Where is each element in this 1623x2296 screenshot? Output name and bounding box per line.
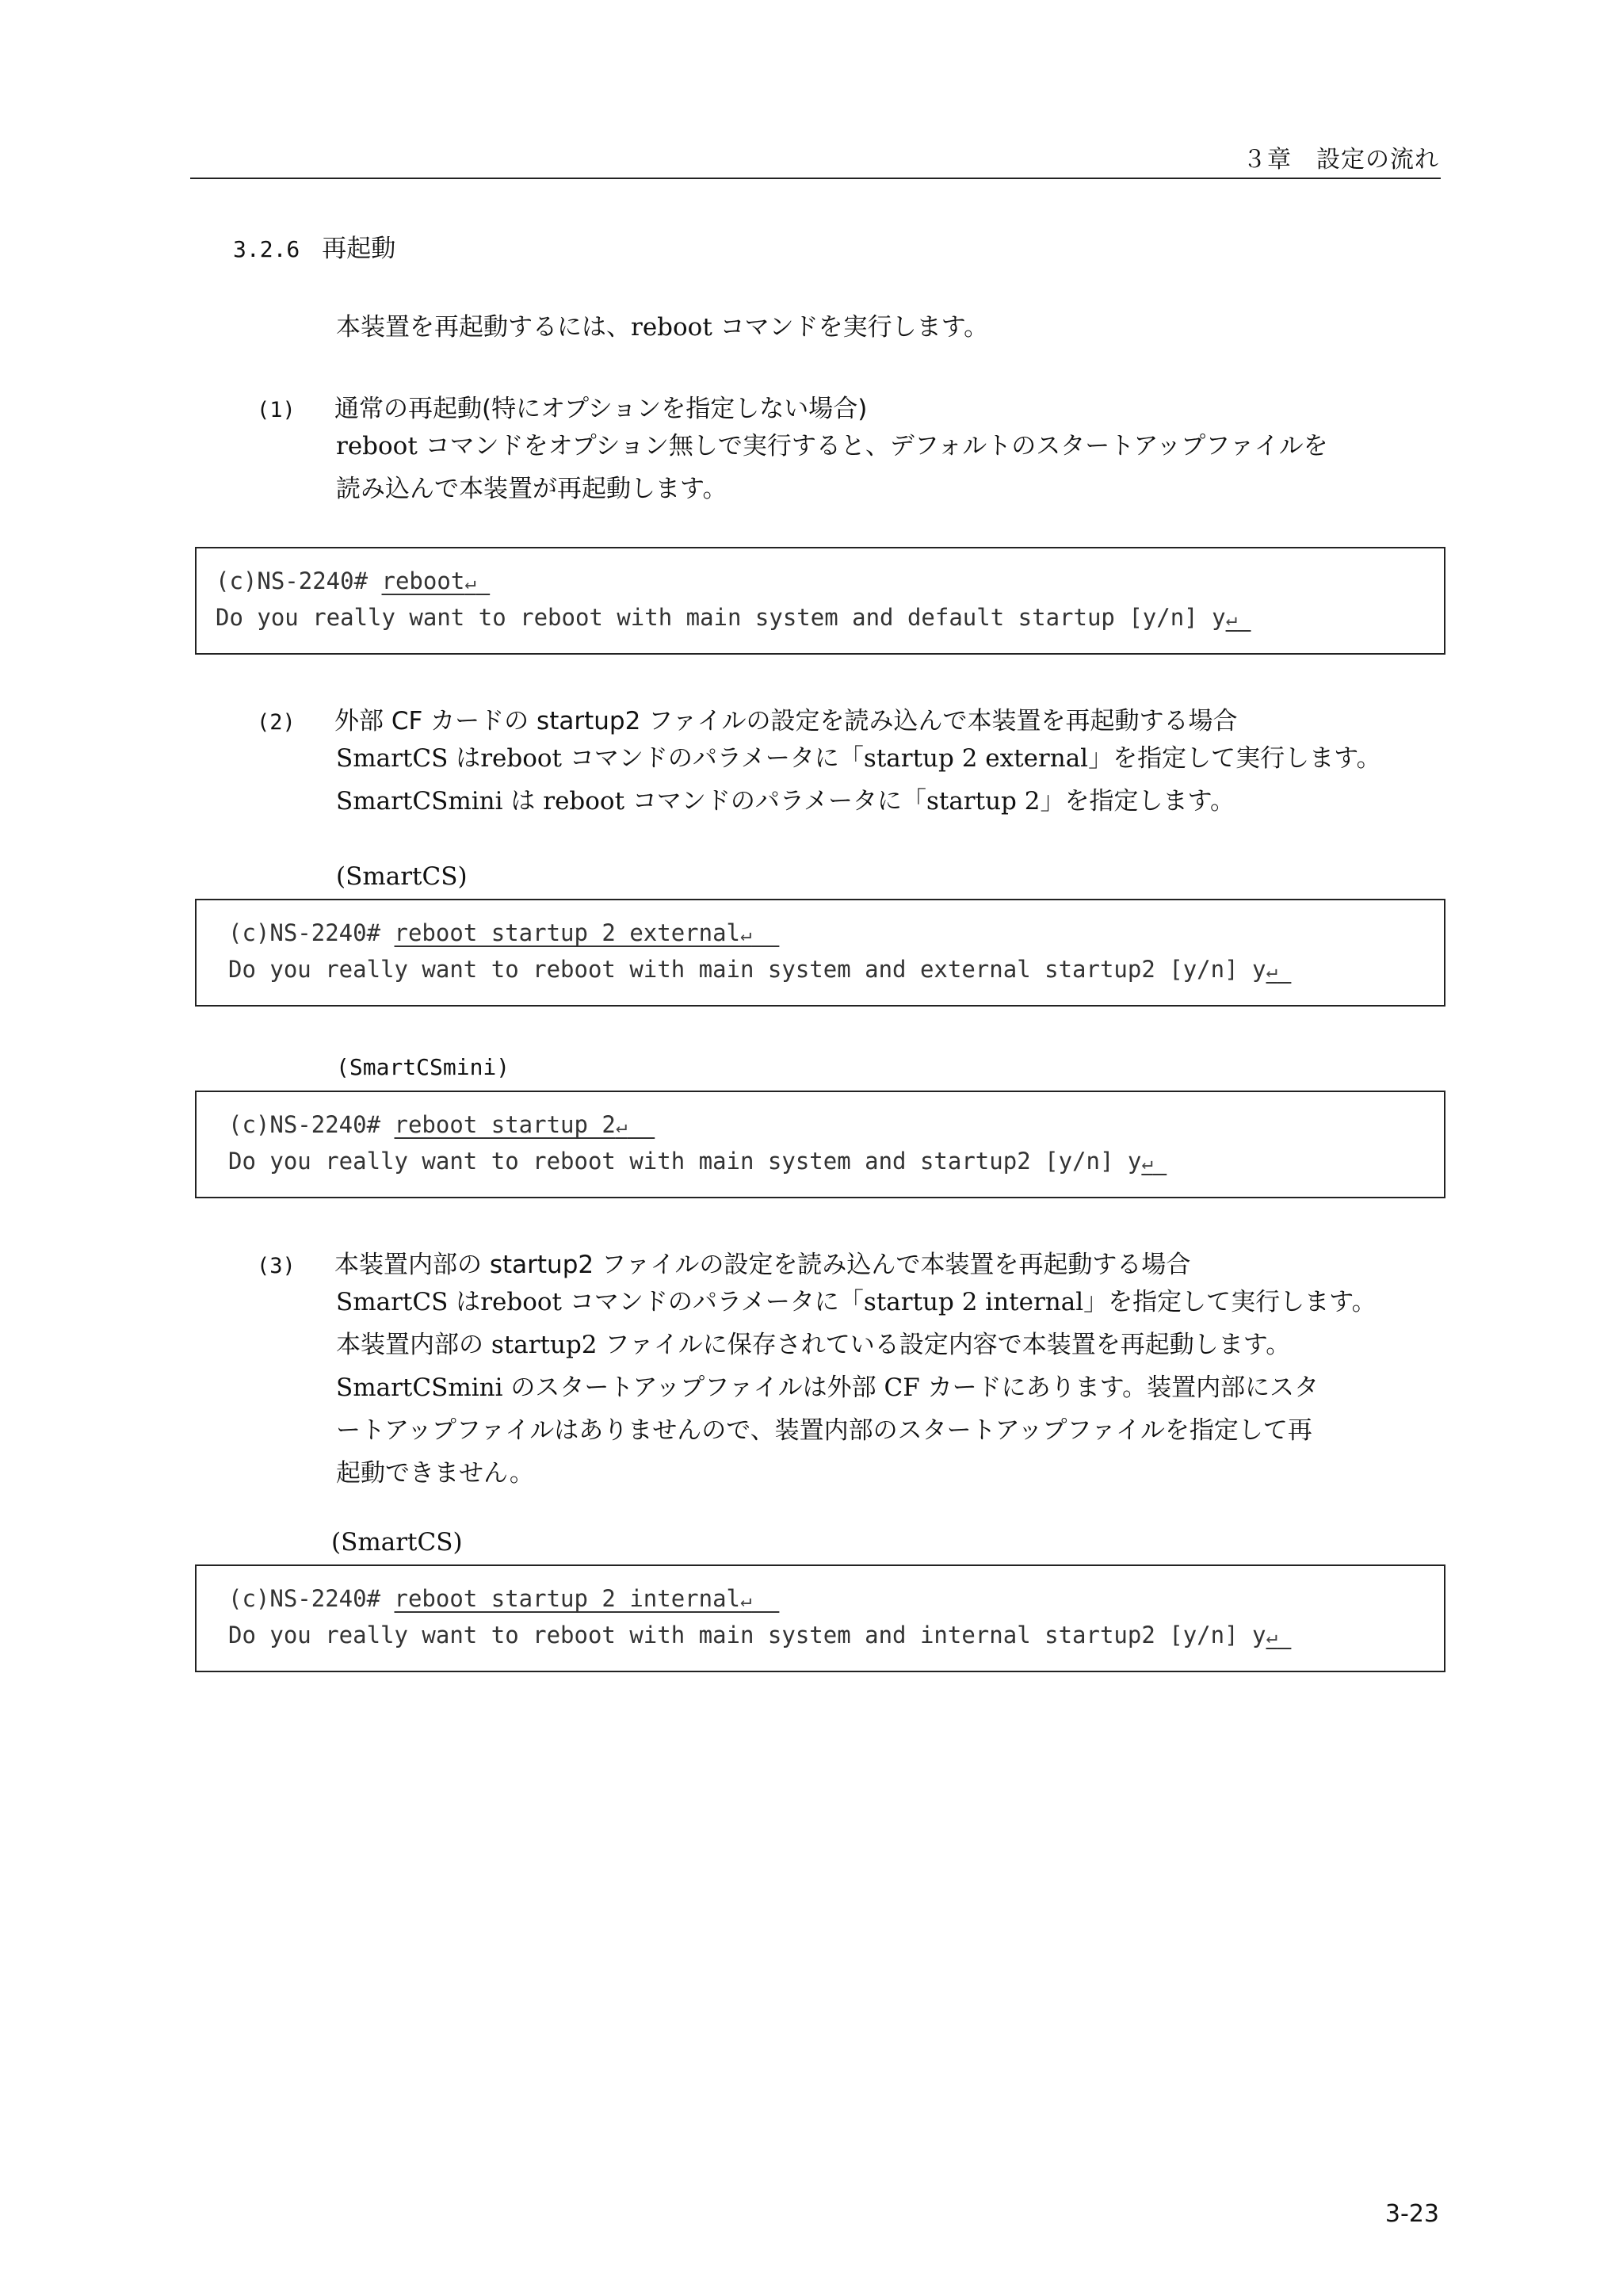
command-line [216,567,490,594]
section-heading [233,228,395,264]
item-1-heading [257,388,867,424]
command-line [228,919,779,946]
command-box-mini [195,1091,1445,1198]
command-box-default [195,547,1445,655]
response-line [228,1622,1291,1648]
return-icon: ↵ [1225,608,1238,630]
return-icon: ↵ [740,923,752,946]
return-icon: ↵ [464,571,476,594]
item-2-heading [257,701,1238,736]
command-line [228,1111,655,1138]
command-line [228,1585,779,1612]
item-3-number: (3) [257,1254,296,1278]
item-3-heading [257,1244,1190,1280]
item-2-title: 外部 CF カードの startup2 ファイルの設定を読み込んで本装置を再起動する場合 [334,707,1238,735]
item-1-title: 通常の再起動(特にオプションを指定しない場合) [334,395,868,423]
box-label-smartcs: (SmartCS) [336,862,468,891]
answer-text: y [1252,1622,1266,1648]
response-line [228,956,1291,983]
chapter-header: ３章 設定の流れ [1243,146,1439,174]
item-1-body: reboot コマンドをオプション無しで実行すると、デフォルトのスタートアップファイルを 読み込んで本装置が再起動します。 [336,432,1328,503]
return-icon: ↵ [615,1115,628,1137]
prompt: (c)NS-2240# [216,567,382,594]
response-text: Do you really want to reboot with main system and startup2 [y/n] [228,1148,1128,1175]
intro-paragraph: 本装置を再起動するには、reboot コマンドを実行します。 [336,313,989,342]
answer-text: y [1212,604,1226,631]
page-number: 3-23 [1384,2200,1439,2228]
return-icon: ↵ [1266,960,1277,982]
response-text: Do you really want to reboot with main system and external startup2 [y/n] [228,956,1253,983]
prompt: (c)NS-2240# [228,1585,395,1612]
response-line [216,604,1251,631]
item-1-number: (1) [257,398,296,422]
response-line [228,1148,1167,1175]
item-2-number: (2) [257,710,296,735]
command-text: reboot startup 2 internal [394,1585,741,1612]
return-icon: ↵ [1266,1626,1277,1648]
response-text: Do you really want to reboot with main system and internal startup2 [y/n] [228,1622,1253,1648]
command-box-internal [195,1564,1445,1672]
item-3-title: 本装置内部の startup2 ファイルの設定を読み込んで本装置を再起動する場合 [334,1251,1191,1279]
item-2-body: SmartCS はreboot コマンドのパラメータに「startup 2 external」を指定して実行します。 SmartCSmini は reboot コマンドのパラメータに「startup 2」を指定します。 [336,744,1381,816]
return-icon: ↵ [740,1589,752,1611]
section-title: 再起動 [322,235,396,263]
response-text: Do you really want to reboot with main system and default startup [y/n] [216,604,1212,631]
return-icon: ↵ [1141,1152,1153,1174]
answer-text: y [1127,1148,1142,1175]
item-3-body: SmartCS はreboot コマンドのパラメータに「startup 2 internal」を指定して実行します。 本装置内部の startup2 ファイルに保存されている設定内容で本装置を再起動します。 SmartCSmini のスタートアップファイルは外部 CF カードにあります。装置内部にスタ ートアップファイルはありませんので、装置内部のスタートアップファイルを指定して再 起動できません。 [336,1288,1377,1488]
header-divider [190,178,1441,179]
answer-text: y [1252,956,1266,983]
box-label-smartcsmini: (SmartCSmini) [336,1054,510,1080]
prompt: (c)NS-2240# [228,1111,395,1138]
command-box-external [195,899,1445,1007]
prompt: (c)NS-2240# [228,919,395,946]
command-text: reboot [381,567,465,594]
section-number: 3.2.6 [233,236,300,262]
box-label-smartcs-internal: (SmartCS) [331,1528,463,1557]
command-text: reboot startup 2 external [394,919,741,946]
command-text: reboot startup 2 [394,1111,616,1138]
